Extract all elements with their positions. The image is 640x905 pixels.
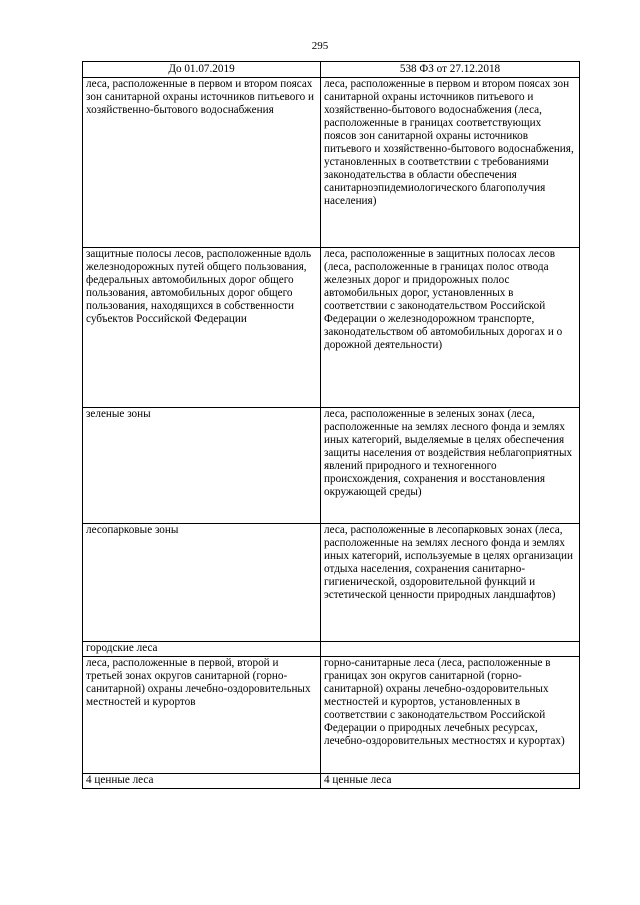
- table-row: [83, 524, 580, 642]
- table-row: [83, 774, 580, 789]
- comparison-table: [82, 61, 580, 789]
- cell-new: горно-санитарные леса (леса, расположенные в границах зон округов санитарной (горно-санитарной) охраны лечебно-оздоровительных местностей и курортов, установленных в соответствии с законодательством Российской Федерации о природных лечебных ресурсах, лечебно-оздоровительных местностях и курортах): [321, 657, 580, 774]
- cell-old: леса, расположенные в первой, второй и третьей зонах округов санитарной (горно-санитарной) охраны лечебно-оздоровительных местностей и курортов: [83, 657, 321, 774]
- table-header-row: [83, 62, 580, 78]
- header-new: 538 ФЗ от 27.12.2018: [321, 62, 580, 78]
- table-row: [83, 248, 580, 408]
- table-row: [83, 408, 580, 524]
- cell-old: зеленые зоны: [83, 408, 321, 524]
- cell-old: защитные полосы лесов, расположенные вдоль железнодорожных путей общего пользования, федеральных автомобильных дорог общего пользования, автомобильных дорог общего пользования, находящихся в собственности субъектов Российской Федерации: [83, 248, 321, 408]
- cell-new: леса, расположенные в первом и втором поясах зон санитарной охраны источников питьевого и хозяйственно-бытового водоснабжения (леса, расположенные в границах соответствующих поясов зон санитарной охраны источников питьевого и хозяйственно-бытового водоснабжения, установленных в соответствии с требованиями законодательства в области обеспечения санитарноэпидемиологического благополучия населения): [321, 78, 580, 248]
- table-row: [83, 657, 580, 774]
- cell-new: леса, расположенные в зеленых зонах (леса, расположенные на землях лесного фонда и землях иных категорий, выделяемые в целях обеспечения защиты населения от воздействия неблагоприятных явлений природного и техногенного происхождения, сохранения и восстановления окружающей среды): [321, 408, 580, 524]
- header-old: До 01.07.2019: [83, 62, 321, 78]
- cell-new: 4 ценные леса: [321, 774, 580, 789]
- cell-new: леса, расположенные в лесопарковых зонах (леса, расположенные на землях лесного фонда и землях иных категорий, используемые в целях организации отдыха населения, сохранения санитарно-гигиенической, оздоровительной функций и эстетической ценности природных ландшафтов): [321, 524, 580, 642]
- page-number: 295: [311, 40, 329, 52]
- table-row: [83, 642, 580, 657]
- cell-new: [321, 642, 580, 657]
- cell-old: городские леса: [83, 642, 321, 657]
- table-row: [83, 78, 580, 248]
- cell-new: леса, расположенные в защитных полосах лесов (леса, расположенные в границах полос отвода железных дорог и придорожных полос автомобильных дорог, установленных в соответствии с законодательством Российской Федерации о железнодорожном транспорте, законодательством об автомобильных дорогах и о дорожной деятельности): [321, 248, 580, 408]
- cell-old: лесопарковые зоны: [83, 524, 321, 642]
- cell-old: леса, расположенные в первом и втором поясах зон санитарной охраны источников питьевого и хозяйственно-бытового водоснабжения: [83, 78, 321, 248]
- cell-old: 4 ценные леса: [83, 774, 321, 789]
